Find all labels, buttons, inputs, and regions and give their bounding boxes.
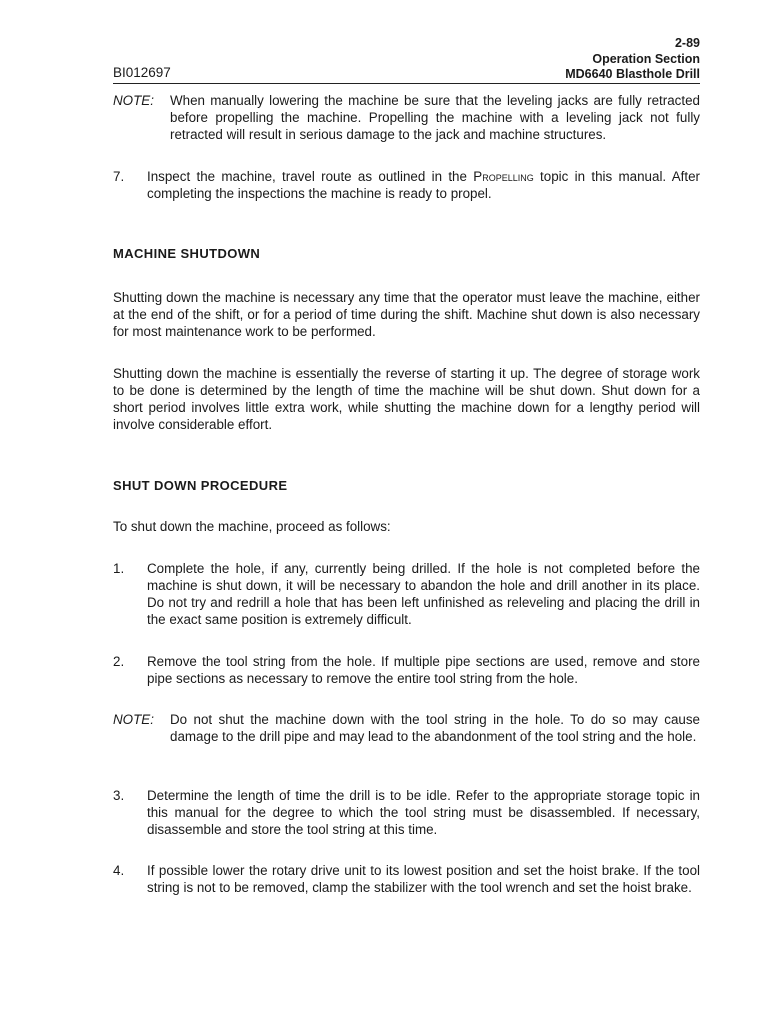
- step-7: [113, 168, 700, 202]
- step-number: 1.: [113, 561, 125, 576]
- step-number: 4.: [113, 863, 125, 878]
- note-leveling-jacks: [113, 92, 700, 143]
- paragraph-shutdown-reverse: Shutting down the machine is essentially the reverse of starting it up. The degree of storage work to be done is determined by the length of time the machine will be shut down. Shut down for a short period involves little extra work, while shutting the machine down for a lengthy period will involve considerable effort.: [113, 366, 700, 432]
- header-divider: [113, 83, 700, 84]
- step-number: 7.: [113, 169, 125, 184]
- note-label: NOTE:: [113, 712, 154, 727]
- document-id: BI012697: [113, 65, 171, 80]
- note-label: NOTE:: [113, 93, 154, 108]
- paragraph-shutdown-necessity: Shutting down the machine is necessary any time that the operator must leave the machine, either at the end of the shift, or for a period of time during the shift. Machine shut down is also necessary for most maintenance work to be performed.: [113, 290, 700, 339]
- step-text: If possible lower the rotary drive unit to its lowest position and set the hoist brake. If the tool string is not to be removed, clamp the stabilizer with the tool wrench and set the hoist brake.: [147, 863, 700, 895]
- step-2: [113, 653, 700, 687]
- manual-title: MD6640 Blasthole Drill: [565, 67, 700, 81]
- step-text: [147, 168, 700, 202]
- step-number: 2.: [113, 654, 125, 669]
- page-number: 2-89: [674, 36, 700, 50]
- note-tool-string: [113, 711, 700, 745]
- note-text: Do not shut the machine down with the tool string in the hole. To do so may cause damage to the drill pipe and may lead to the abandonment of the tool string and the hole.: [170, 712, 700, 744]
- step-number: 3.: [113, 788, 125, 803]
- step-3: [113, 787, 700, 838]
- heading-shut-down-procedure: SHUT DOWN PROCEDURE: [113, 478, 288, 493]
- propelling-reference: Propelling: [473, 169, 534, 184]
- heading-machine-shutdown: MACHINE SHUTDOWN: [113, 246, 261, 261]
- step-text-part: Inspect the machine, travel route as outlined in the: [147, 169, 474, 184]
- step-4: [113, 862, 700, 896]
- step-text: Complete the hole, if any, currently being drilled. If the hole is not completed before the machine is shut down, it will be necessary to abandon the hole and drill another in its place. Do not try and redrill a hole that has been left unfinished as releveling and placing the drill in the exact same position is extremely difficult.: [147, 561, 700, 627]
- procedure-intro: To shut down the machine, proceed as follows:: [113, 519, 391, 534]
- step-text: Remove the tool string from the hole. If multiple pipe sections are used, remove and store pipe sections as necessary to remove the entire tool string from the hole.: [147, 654, 700, 686]
- step-text-part: topic in this manual. After completing the inspections the machine is ready to propel.: [147, 169, 700, 201]
- section-title: Operation Section: [592, 52, 700, 66]
- step-1: [113, 560, 700, 628]
- step-text: Determine the length of time the drill is to be idle. Refer to the appropriate storage topic in this manual for the degree to which the tool string must be disassembled. If necessary, disassemble and store the tool string at this time.: [147, 788, 700, 837]
- note-text: When manually lowering the machine be sure that the leveling jacks are fully retracted before propelling the machine. Propelling the machine with a leveling jack not fully retracted will result in serious damage to the jack and machine structures.: [170, 93, 700, 142]
